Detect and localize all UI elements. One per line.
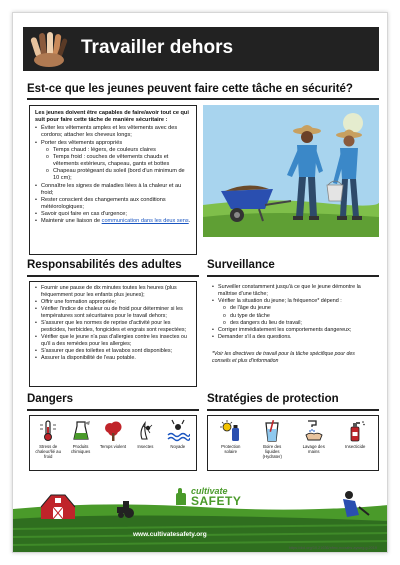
footer-banner <box>13 471 388 553</box>
safety-item: • Rester conscient des changements aux conditions météorologiques; <box>35 197 191 211</box>
danger-label: Produits chimiques <box>70 444 91 454</box>
danger-label: Stress de chaleur/lié au froid <box>35 444 61 459</box>
water-glass-icon <box>260 419 284 443</box>
protection-label: Boire des liquides (Hydrater) <box>262 444 282 459</box>
surveillance-item: • Corriger immédiatement les comportements dangereux; <box>212 327 374 334</box>
safety-intro: Les jeunes doivent être capables de faire/avoir tout ce qui suit pour faire cette tâche de manière sécuritaire : <box>35 110 189 124</box>
safety-item: • Connaître les signes de maladies liées à la chaleur et au froid; <box>35 183 191 197</box>
sunscreen-icon <box>219 419 243 443</box>
protection-item <box>216 419 246 455</box>
danger-item <box>66 419 96 455</box>
responsibility-item: • Vérifier l'indice de chaleur ou de froid pour déterminer si les températures sont sécuritaires pour le travail dehors; <box>35 306 191 320</box>
dangers-box <box>29 415 197 471</box>
responsibilities-heading: Responsabilités des adultes <box>27 259 182 271</box>
safety-item: • Porter des vêtements appropriés <box>35 140 191 147</box>
thermometer-icon <box>36 419 60 443</box>
protection-label: Lavage des mains <box>302 444 325 454</box>
surveillance-item: • Vérifier la situation du jeune; la fréquence* dépend : <box>212 298 374 305</box>
doi-reference: https://doi.org/10.21636/nfmc.nccrahs.ayweg.g.2019 <box>288 546 377 550</box>
surveillance-subitem: o du type de tâche <box>212 313 374 320</box>
surveillance-item: • Demander s'il a des questions. <box>212 334 374 341</box>
danger-item <box>33 419 63 460</box>
protection-heading: Stratégies de protection <box>207 393 339 405</box>
storm-icon <box>101 419 125 443</box>
surveillance-subitem: o de l'âge du jeune <box>212 305 374 312</box>
drowning-icon <box>166 419 190 443</box>
surveillance-subitem: o des dangers du lieu de travail; <box>212 320 374 327</box>
protection-item <box>257 419 287 460</box>
dangers-heading: Dangers <box>27 393 74 405</box>
title-bar <box>23 27 379 71</box>
communication-prefix: Maintenir une liaison de <box>41 218 102 225</box>
workers-illustration <box>203 105 379 237</box>
document-page <box>12 12 388 553</box>
cultivate-safety-logo <box>173 487 241 507</box>
logo-text-bottom: SAFETY <box>191 493 242 508</box>
danger-label: Noyade <box>170 444 186 449</box>
chemicals-icon <box>69 419 93 443</box>
protection-label: Insecticide <box>345 444 366 449</box>
danger-item <box>163 419 193 450</box>
raised-hands-icon <box>29 29 69 69</box>
danger-item <box>130 419 160 450</box>
question-heading: Est-ce que les jeunes peuvent faire cette tâche en sécurité? <box>27 83 353 95</box>
surveillance-item: • Surveiller constamment jusqu'à ce que le jeune démontre la maîtrise d'une tâche; <box>212 284 374 298</box>
danger-label: Temps violent <box>99 444 127 449</box>
danger-item <box>98 419 128 450</box>
responsibility-item: • Fournir une pause de dix minutes toutes les heures (plus fréquemment pour les enfants plus jeunes); <box>35 285 191 299</box>
surveillance-rule <box>207 275 379 277</box>
heading-rule <box>27 98 379 100</box>
protection-label: Protection solaire <box>221 444 241 454</box>
responsibilities-rule <box>27 275 199 277</box>
communication-suffix: . <box>188 218 191 225</box>
insect-icon <box>133 419 157 443</box>
protection-item <box>340 419 370 450</box>
responsibility-item: • S'assurer que les normes de reprise d'activité pour les pesticides, herbicides, fongicides et engrais sont respectées; <box>35 320 191 334</box>
safety-subitem: o Temps froid : couches de vêtements chauds et vêtements extérieurs, chapeau, gants et bottes <box>35 154 191 168</box>
protection-rule <box>207 409 379 411</box>
responsibilities-box <box>29 281 197 387</box>
safety-subitem: o Temps chaud : légers, de couleurs claires <box>35 147 191 154</box>
responsibility-item: • Vérifier que le jeune n'a pas d'allergies contre les insectes ou qu'il a des remèdes pour les allergies; <box>35 334 191 348</box>
responsibility-item: • Assurer la disponibilité de l'eau potable. <box>35 355 191 362</box>
dangers-rule <box>27 409 199 411</box>
page-title: Travailler dehors <box>81 37 234 58</box>
communication-link[interactable]: communication dans les deux sens <box>101 218 189 225</box>
surveillance-heading: Surveillance <box>207 259 275 271</box>
safety-item: • Savoir quoi faire en cas d'urgence; <box>35 211 191 218</box>
logo-hand-icon <box>173 487 189 507</box>
responsibility-item: • S'assurer que des toilettes et lavabos sont disponibles; <box>35 348 191 355</box>
protection-item <box>299 419 329 455</box>
logo-text-top: cultivate <box>191 486 228 497</box>
surveillance-note: *Voir les directives de travail pour la tâche spécifique pour des conseils et plus d'information <box>212 351 355 364</box>
handwash-icon <box>302 419 326 443</box>
safety-item-communication <box>35 218 191 225</box>
responsibility-item: • Offrir une formation appropriée; <box>35 299 191 306</box>
protection-box <box>207 415 379 471</box>
safety-item: • Éviter les vêtements amples et les vêtements avec des cordons; attacher les cheveux longs; <box>35 125 191 139</box>
website-url[interactable]: www.cultivatesafety.org <box>133 531 207 538</box>
safety-requirements-box <box>29 105 197 255</box>
danger-label: Insectes <box>137 444 154 449</box>
surveillance-box <box>207 281 379 387</box>
safety-subitem: o Chapeau protégeant du soleil (bord d'un minimum de 10 cm); <box>35 168 191 182</box>
insecticide-icon <box>343 419 367 443</box>
